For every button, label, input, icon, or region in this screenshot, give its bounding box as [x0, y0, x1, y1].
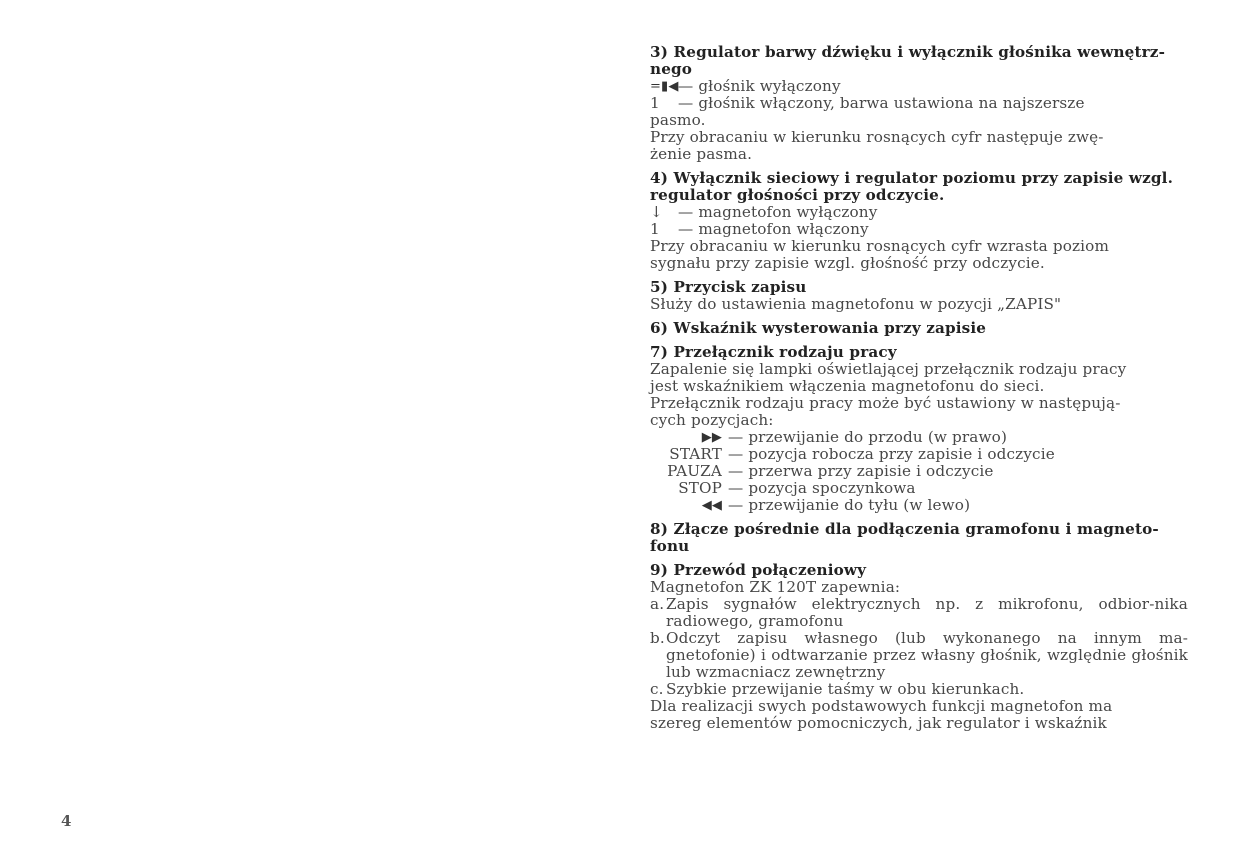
rewind-icon: ◀◀ — [701, 498, 722, 513]
section-4-title: 4) Wyłącznik sieciowy i regulator poziomu przy zapisie wzgl. regulator głośności przy odczycie. — [650, 169, 1174, 204]
power-off-icon: ↓ — [650, 203, 663, 221]
position-fast-forward: ▶▶ — przewijanie do przodu (w prawo) — [650, 429, 1188, 446]
position-stop: STOP — pozycja spoczynkowa — [678, 479, 916, 497]
speaker-off-row: =▮◀ — głośnik wyłączony — [650, 77, 841, 95]
switch-positions — [650, 429, 1188, 514]
power-on-row: 1 — magnetofon włączony — [650, 220, 869, 238]
position-pause: PAUZA — przerwa przy zapisie i odczycie — [667, 462, 994, 480]
speaker-off-icon: =▮◀ — [650, 79, 679, 94]
section-5-title: 5) Przycisk zapisu — [650, 278, 807, 296]
section-3-title: 3) Regulator barwy dźwięku i wyłącznik głośnika wewnętrz- nego — [650, 43, 1166, 78]
section-7-title: 7) Przełącznik rodzaju pracy — [650, 343, 897, 361]
list-item: c. Szybkie przewijanie taśmy w obu kierunkach. — [650, 680, 1025, 698]
right-page-text: 3) Regulator barwy dźwięku i wyłącznik głośnika wewnętrz- nego =▮◀ — głośnik wyłączony 1 — głośnik włączony, barwa ustawiona na najszersze pasmo. Przy obracaniu w kierunku rosnących cyfr następuje zwę- żenie pasma. 4) Wyłącznik sieciowy i regulator poziomu przy zapisie wzgl. regulator głośności przy odczycie. ↓ — magnetofon wyłączony 1 — magnetofon włączony Przy obracaniu w kierunku rosnących cyfr wzrasta poziom sygnału przy zapisie wzgl. głośność przy odczycie. 5) Przycisk zapisu Służy do ustawienia magnetofonu w pozycji „ZAPIS" 6) Wskaźnik wysterowania przy zapisie 7) Przełącznik rodzaju pracy Zapalenie się lampki oświetlającej przełącznik rodzaju pracy jest wskaźnikiem włączenia magnetofonu do sieci. Przełącznik rodzaju pracy może być ustawiony w następują- cych pozycjach: ▶▶ — przewijanie do przodu (w prawo) START — pozycja robocza przy zapisie i odczycie PAUZA — przerwa przy zapisie i odczycie STOP — pozycja spoczynkowa ◀◀ — przewijanie do tyłu (w lewo) 8) Złącze pośrednie dla podłączenia gramofonu i magneto- fonu 9) Przewód połączeniowy Magnetofon ZK 120T zapewnia: a. Zapis sygnałów elektrycznych np. z mikrofonu, odbior-nika radiowego, gramofonu b. Odczyt zapisu własnego (lub wykonanego na innym ma-gnetofonie) i odtwarzanie przez własny głośnik, względnie głośnik lub wzmacniacz zewnętrzny c. Szybkie przewijanie taśmy w obu kierunkach. Dla realizacji swych podstawowych funkcji magnetofon ma szereg elementów pomocniczych, jak regulator i wskaźnik — [650, 43, 1188, 732]
section-9-title: 9) Przewód połączeniowy — [650, 561, 867, 579]
power-off-row: ↓ — magnetofon wyłączony — [650, 203, 878, 221]
section-8-title: 8) Złącze pośrednie dla podłączenia gramofonu i magneto- fonu — [650, 520, 1159, 555]
list-item: b. Odczyt zapisu własnego (lub wykonanego na innym ma-gnetofonie) i odtwarzanie przez własny głośnik, względnie głośnik lub wzmacniacz zewnętrzny — [650, 629, 1188, 681]
speaker-on-row: 1 — głośnik włączony, barwa ustawiona na najszersze — [650, 94, 1085, 112]
position-rewind: ◀◀ — przewijanie do tyłu (w lewo) — [650, 497, 1188, 514]
fast-forward-icon: ▶▶ — [701, 430, 722, 445]
list-item: a. Zapis sygnałów elektrycznych np. z mikrofonu, odbior-nika radiowego, gramofonu — [650, 595, 1188, 630]
section-6-title: 6) Wskaźnik wysterowania przy zapisie — [650, 319, 987, 337]
page-number: 4 — [61, 812, 72, 830]
position-start: START — pozycja robocza przy zapisie i odczycie — [669, 445, 1055, 463]
